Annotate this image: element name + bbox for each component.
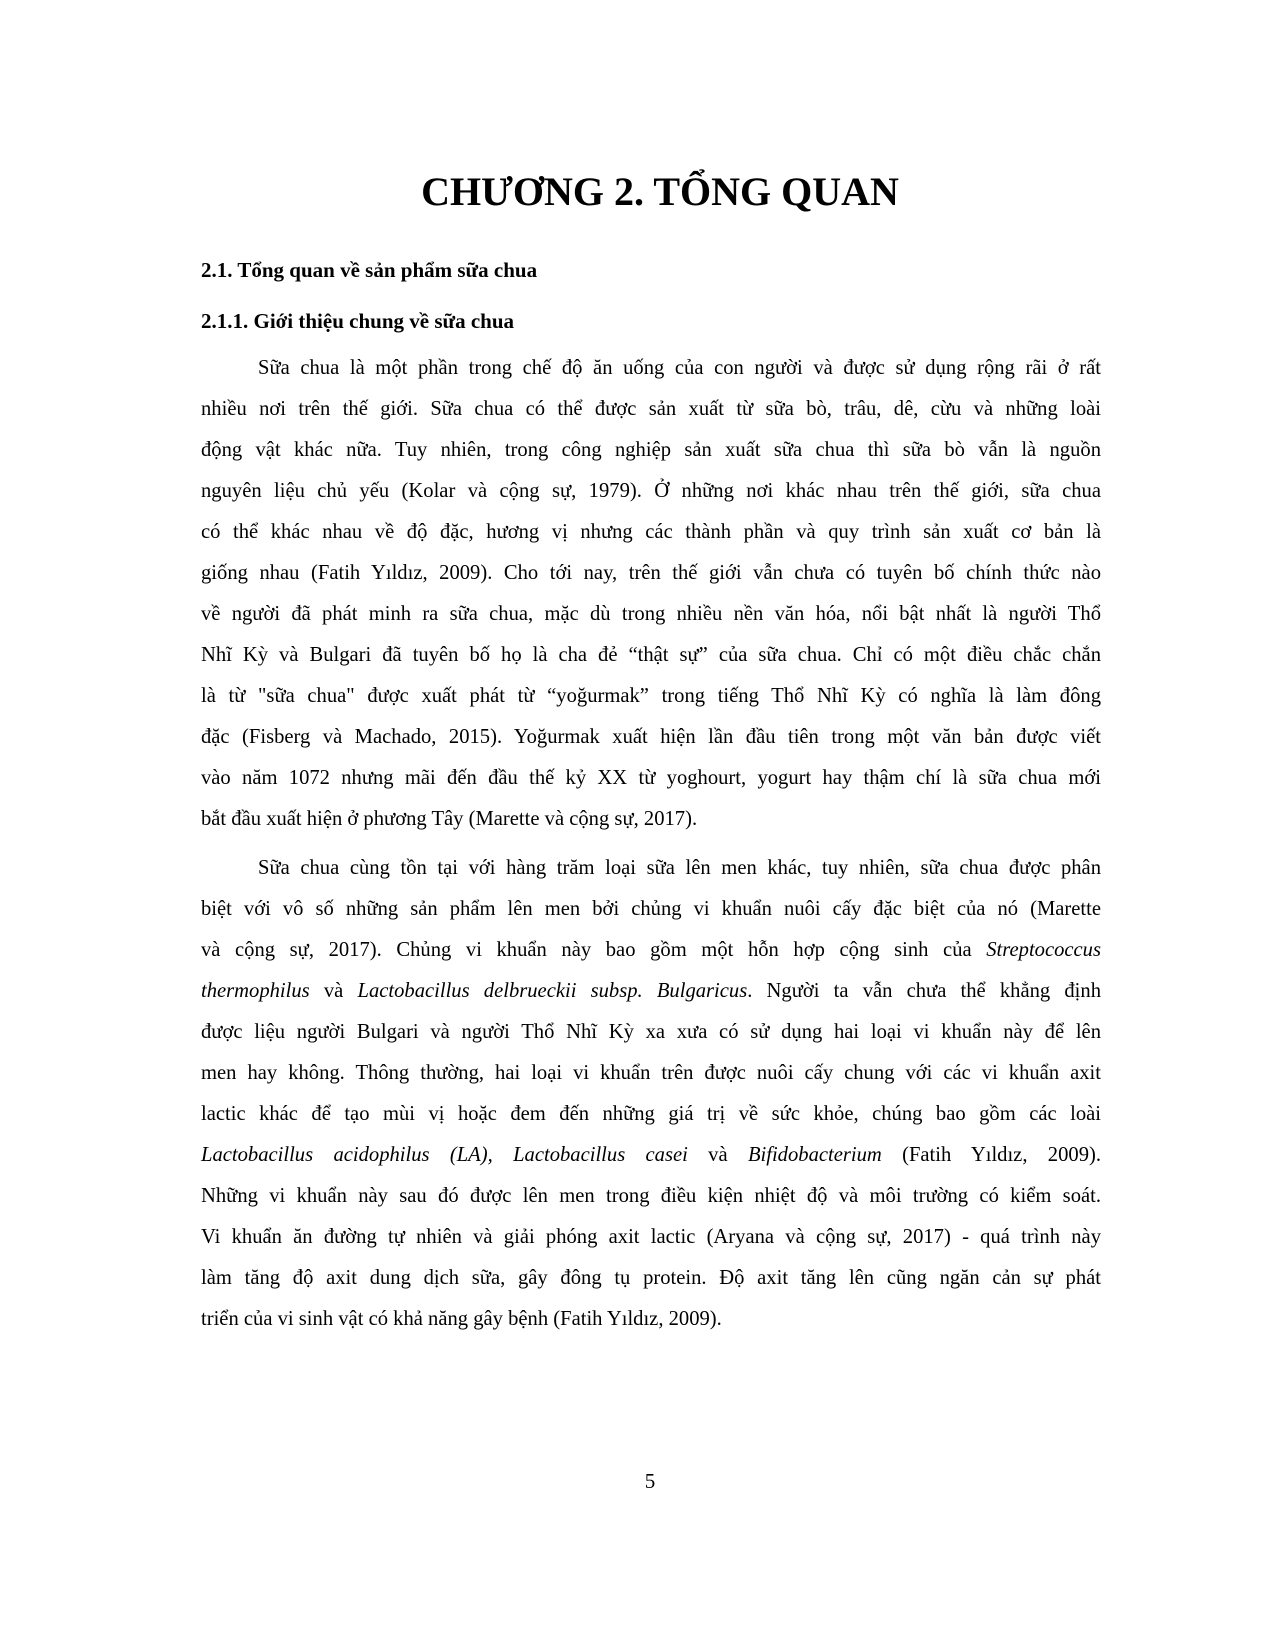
paragraph-line: men hay không. Thông thường, hai loại vi khuẩn trên được nuôi cấy chung với các vi khuẩn axit (201, 1062, 1101, 1084)
chapter-title: CHƯƠNG 2. TỔNG QUAN (421, 169, 899, 214)
paragraph-line: Sữa chua cùng tồn tại với hàng trăm loại sữa lên men khác, tuy nhiên, sữa chua được phân (258, 857, 1101, 879)
paragraph-text: và (309, 980, 358, 1002)
paragraph-line: vào năm 1072 nhưng mãi đến đầu thế kỷ XX từ yoghourt, yogurt hay thậm chí là sữa chua mới (201, 767, 1101, 789)
subsection-heading: 2.1.1. Giới thiệu chung về sữa chua (201, 309, 515, 333)
paragraph-line (201, 1135, 1101, 1176)
paragraph-line: Vi khuẩn ăn đường tự nhiên và giải phóng axit lactic (Aryana và cộng sự, 2017) - quá trình này (201, 1226, 1101, 1248)
paragraph-line: bắt đầu xuất hiện ở phương Tây (Marette và cộng sự, 2017). (201, 808, 698, 830)
paragraph-line: động vật khác nữa. Tuy nhiên, trong công nghiệp sản xuất sữa chua thì sữa bò vẫn là nguồn (201, 439, 1101, 461)
paragraph-1 (201, 348, 1101, 840)
paragraph-line: nguyên liệu chủ yếu (Kolar và cộng sự, 1979). Ở những nơi khác nhau trên thế giới, sữa chua (201, 480, 1101, 502)
paragraph-line (201, 930, 1101, 971)
paragraph-line: lactic khác để tạo mùi vị hoặc đem đến những giá trị về sức khỏe, chúng bao gồm các loài (201, 1103, 1101, 1125)
species-name-italic: Lactobacillus delbrueckii subsp. Bulgaricus (357, 980, 748, 1002)
paragraph-line: triển của vi sinh vật có khả năng gây bệnh (Fatih Yıldız, 2009). (201, 1308, 722, 1330)
paragraph-line: được liệu người Bulgari và người Thổ Nhĩ Kỳ xa xưa có sử dụng hai loại vi khuẩn này để lên (201, 1021, 1101, 1043)
paragraph-line: biệt với vô số những sản phẩm lên men bởi chủng vi khuẩn nuôi cấy đặc biệt của nó (Marette (201, 898, 1101, 920)
paragraph-line: về người đã phát minh ra sữa chua, mặc dù trong nhiều nền văn hóa, nổi bật nhất là người Thổ (201, 603, 1101, 625)
page-number: 5 (644, 1469, 656, 1493)
section-heading: 2.1. Tổng quan về sản phẩm sữa chua (201, 258, 538, 282)
paragraph-text: . Người ta vẫn chưa thể khẳng định (747, 980, 1101, 1002)
paragraph-line: là từ "sữa chua" được xuất phát từ “yoğurmak” trong tiếng Thổ Nhĩ Kỳ có nghĩa là làm đông (201, 685, 1101, 707)
paragraph-text: và (687, 1144, 748, 1166)
paragraph-2 (201, 848, 1101, 1340)
paragraph-line: làm tăng độ axit dung dịch sữa, gây đông tụ protein. Độ axit tăng lên cũng ngăn cản sự phát (201, 1267, 1101, 1289)
paragraph-line: nhiều nơi trên thế giới. Sữa chua có thể được sản xuất từ sữa bò, trâu, dê, cừu và những loài (201, 398, 1101, 420)
paragraph-line: đặc (Fisberg và Machado, 2015). Yoğurmak xuất hiện lần đầu tiên trong một văn bản được viết (201, 726, 1101, 748)
species-name-italic: Lactobacillus acidophilus (LA), Lactobacillus casei (201, 1144, 688, 1166)
paragraph-line: Sữa chua là một phần trong chế độ ăn uống của con người và được sử dụng rộng rãi ở rất (258, 357, 1101, 379)
paragraph-text: và cộng sự, 2017). Chủng vi khuẩn này bao gồm một hỗn hợp cộng sinh của (201, 939, 987, 961)
paragraph-line: có thể khác nhau về độ đặc, hương vị nhưng các thành phần và quy trình sản xuất cơ bản là (201, 521, 1101, 543)
paragraph-line (201, 971, 1101, 1012)
paragraph-line: Nhĩ Kỳ và Bulgari đã tuyên bố họ là cha đẻ “thật sự” của sữa chua. Chỉ có một điều chắc chắn (201, 644, 1101, 666)
species-name-italic: thermophilus (201, 980, 310, 1002)
paragraph-text: (Fatih Yıldız, 2009). (881, 1144, 1101, 1166)
paragraph-line: Những vi khuẩn này sau đó được lên men trong điều kiện nhiệt độ và môi trường có kiểm soát. (201, 1185, 1101, 1207)
paragraph-line: giống nhau (Fatih Yıldız, 2009). Cho tới nay, trên thế giới vẫn chưa có tuyên bố chính thức nào (201, 562, 1101, 584)
species-name-italic: Streptococcus (986, 939, 1101, 961)
species-name-italic: Bifidobacterium (747, 1144, 882, 1166)
